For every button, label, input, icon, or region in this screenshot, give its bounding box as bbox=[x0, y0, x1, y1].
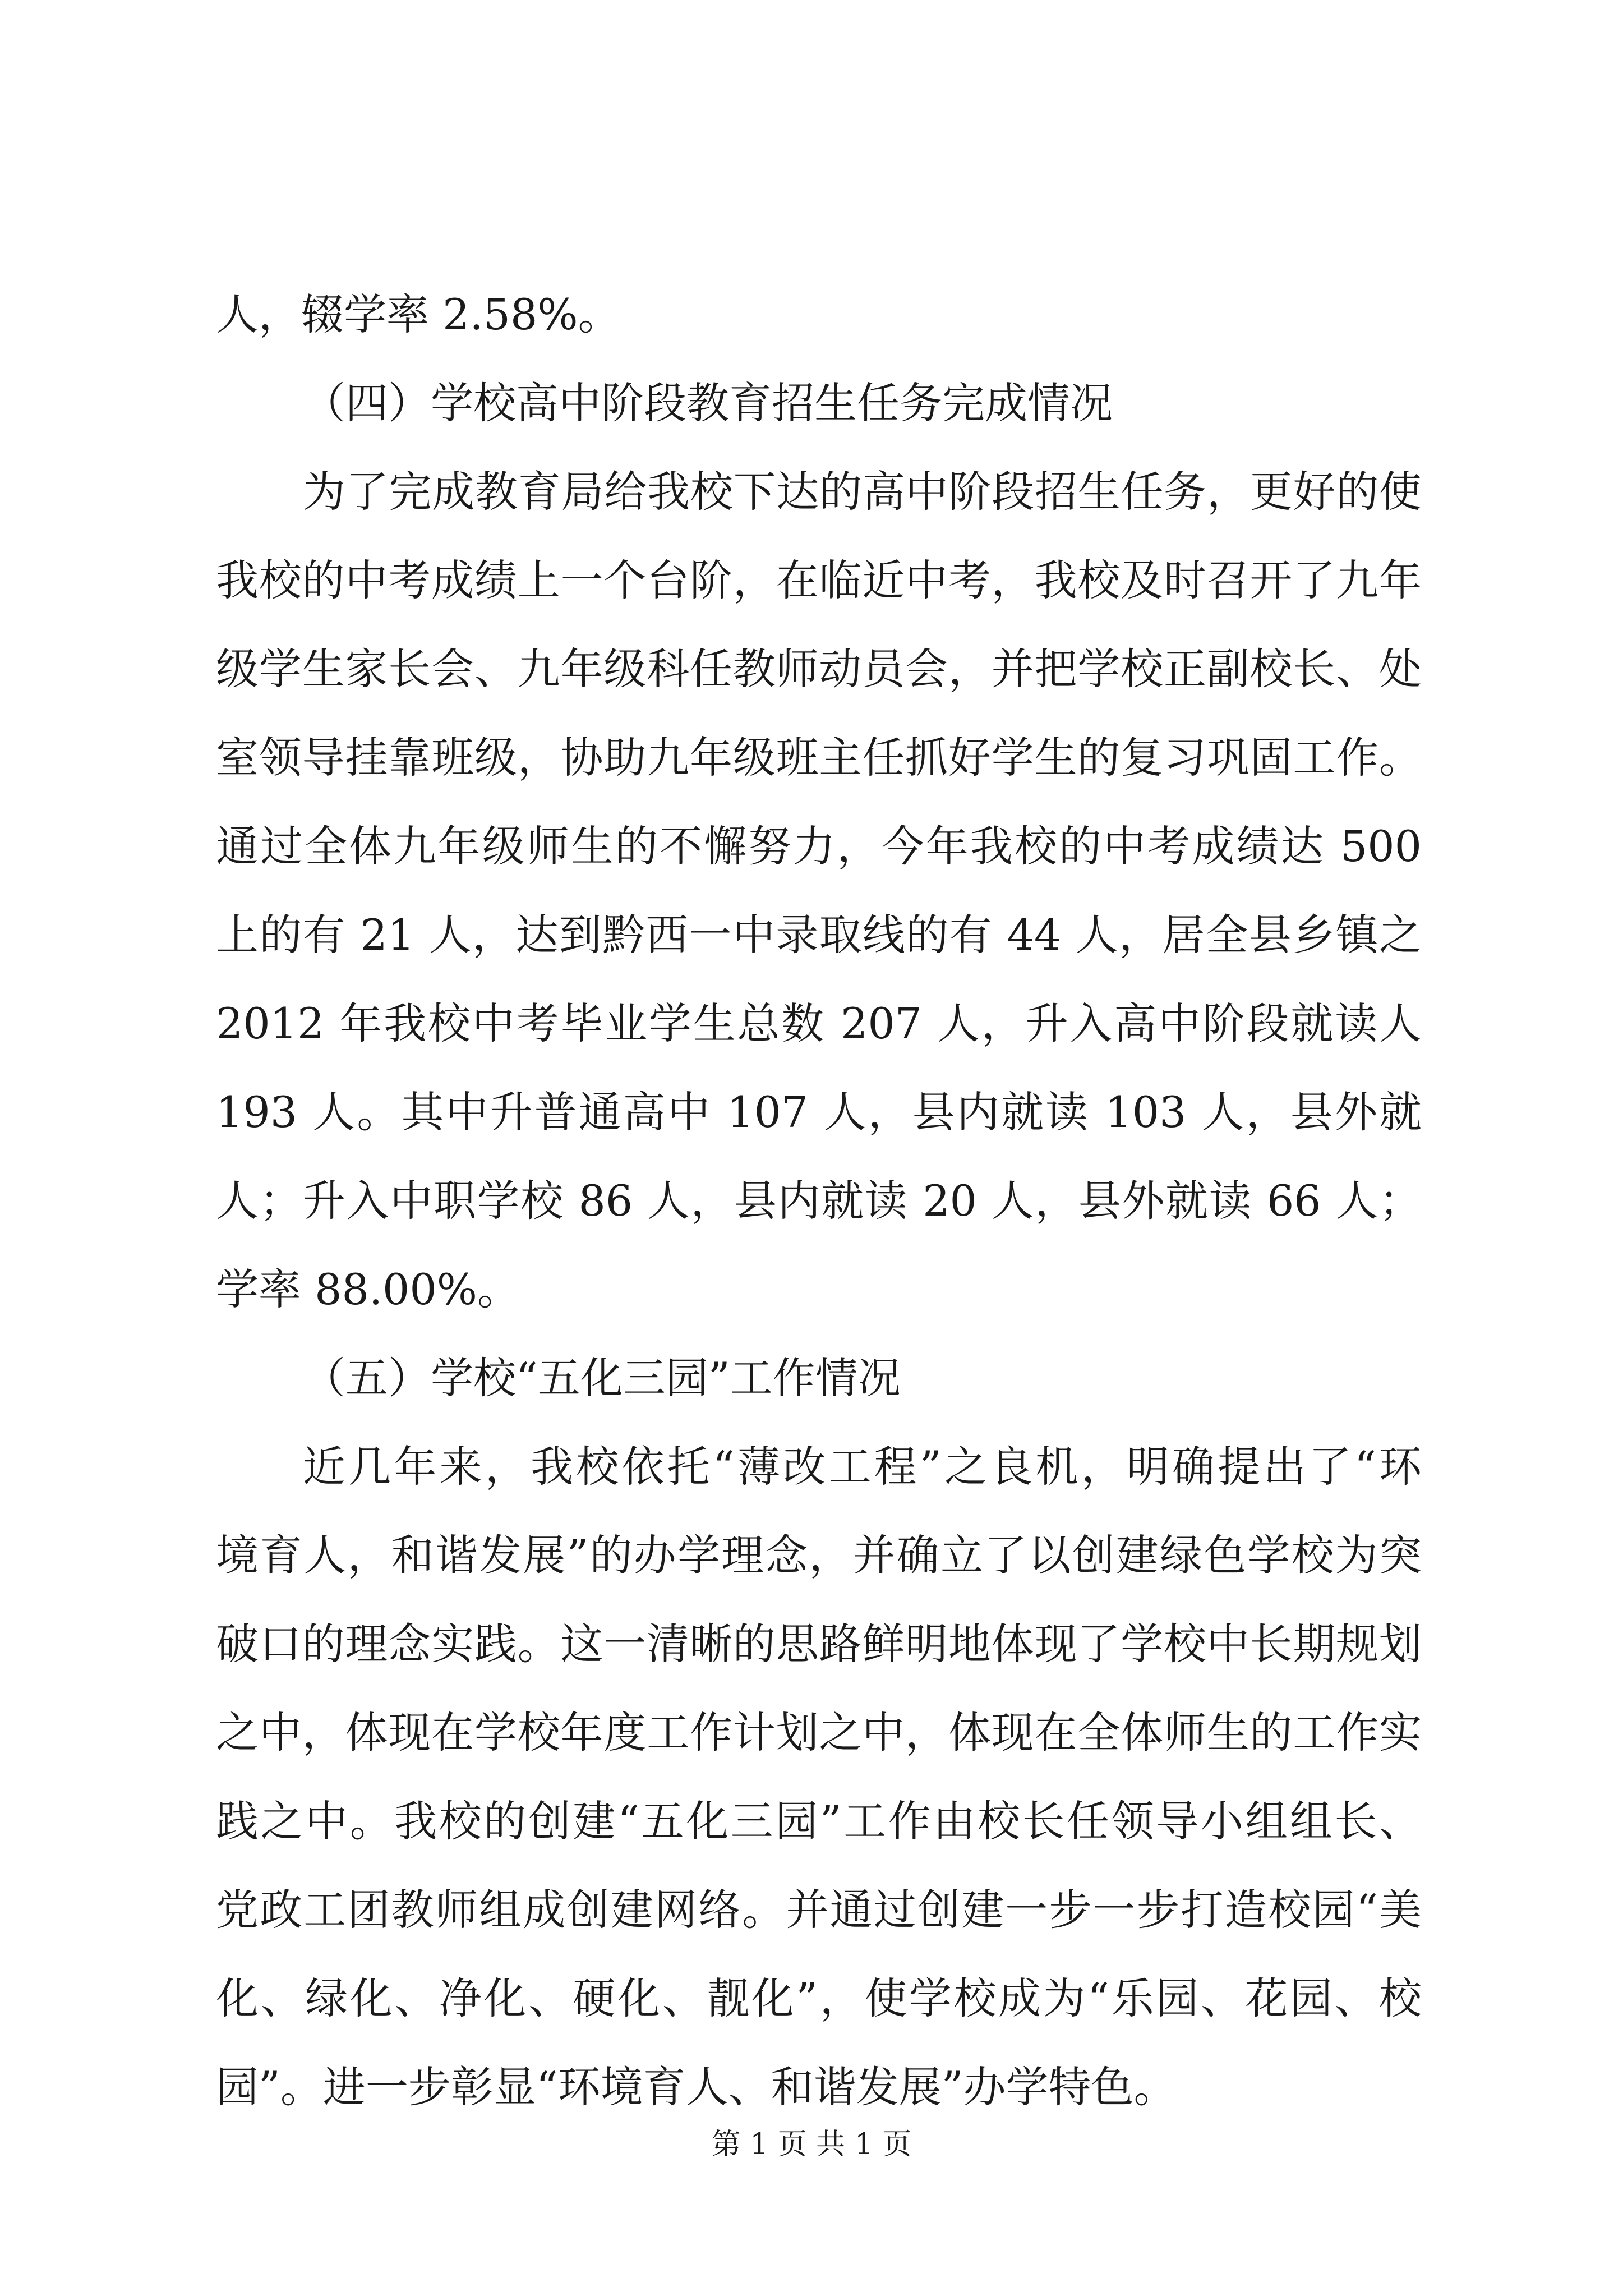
page-footer: 第 1 页 共 1 页 bbox=[711, 2128, 912, 2161]
text-line: 化、绿化、净化、硬化、靓化”，使学校成为“乐园、花园、校 bbox=[216, 1973, 1422, 2023]
text-line: 践之中。我校的创建“五化三园”工作由校长任领导小组组长、 bbox=[216, 1796, 1422, 1846]
text-line: 级学生家长会、九年级科任教师动员会，并把学校正副校长、处 bbox=[216, 644, 1422, 694]
text-line: 通过全体九年级师生的不懈努力，今年我校的中考成绩达 500 bbox=[216, 821, 1422, 871]
text-line: 近几年来，我校依托“薄改工程”之良机，明确提出了“环 bbox=[303, 1442, 1422, 1492]
text-line: 为了完成教育局给我校下达的高中阶段招生任务，更好的使 bbox=[303, 467, 1422, 517]
text-line: 党政工团教师组成创建网络。并通过创建一步一步打造校园“美 bbox=[216, 1885, 1422, 1935]
text-line: 2012 年我校中考毕业学生总数 207 人，升入高中阶段就读人 bbox=[216, 999, 1422, 1048]
section-heading-five: （五）学校“五化三园”工作情况 bbox=[303, 1353, 901, 1403]
document-body bbox=[216, 270, 1422, 2132]
text-line: 之中，体现在学校年度工作计划之中，体现在全体师生的工作实 bbox=[216, 1708, 1422, 1757]
text-line: 境育人，和谐发展”的办学理念，并确立了以创建绿色学校为突 bbox=[216, 1530, 1422, 1580]
text-line: 学率 88.00%。 bbox=[216, 1264, 520, 1314]
text-line: 人，辍学率 2.58%。 bbox=[216, 289, 621, 339]
text-line: 园”。进一步彰显“环境育人、和谐发展”办学特色。 bbox=[216, 2062, 1177, 2112]
text-line: 破口的理念实践。这一清晰的思路鲜明地体现了学校中长期规划 bbox=[216, 1619, 1422, 1669]
text-line: 人；升入中职学校 86 人，县内就读 20 人，县外就读 66 人； bbox=[216, 1176, 1422, 1226]
text-line: 193 人。其中升普通高中 107 人，县内就读 103 人，县外就 bbox=[216, 1087, 1422, 1137]
text-line: 室领导挂靠班级，协助九年级班主任抓好学生的复习巩固工作。 bbox=[216, 733, 1422, 783]
text-line: 上的有 21 人，达到黔西一中录取线的有 44 人，居全县乡镇之 bbox=[216, 910, 1422, 960]
text-line: 我校的中考成绩上一个台阶，在临近中考，我校及时召开了九年 bbox=[216, 555, 1422, 605]
section-heading-four: （四）学校高中阶段教育招生任务完成情况 bbox=[303, 378, 1113, 428]
